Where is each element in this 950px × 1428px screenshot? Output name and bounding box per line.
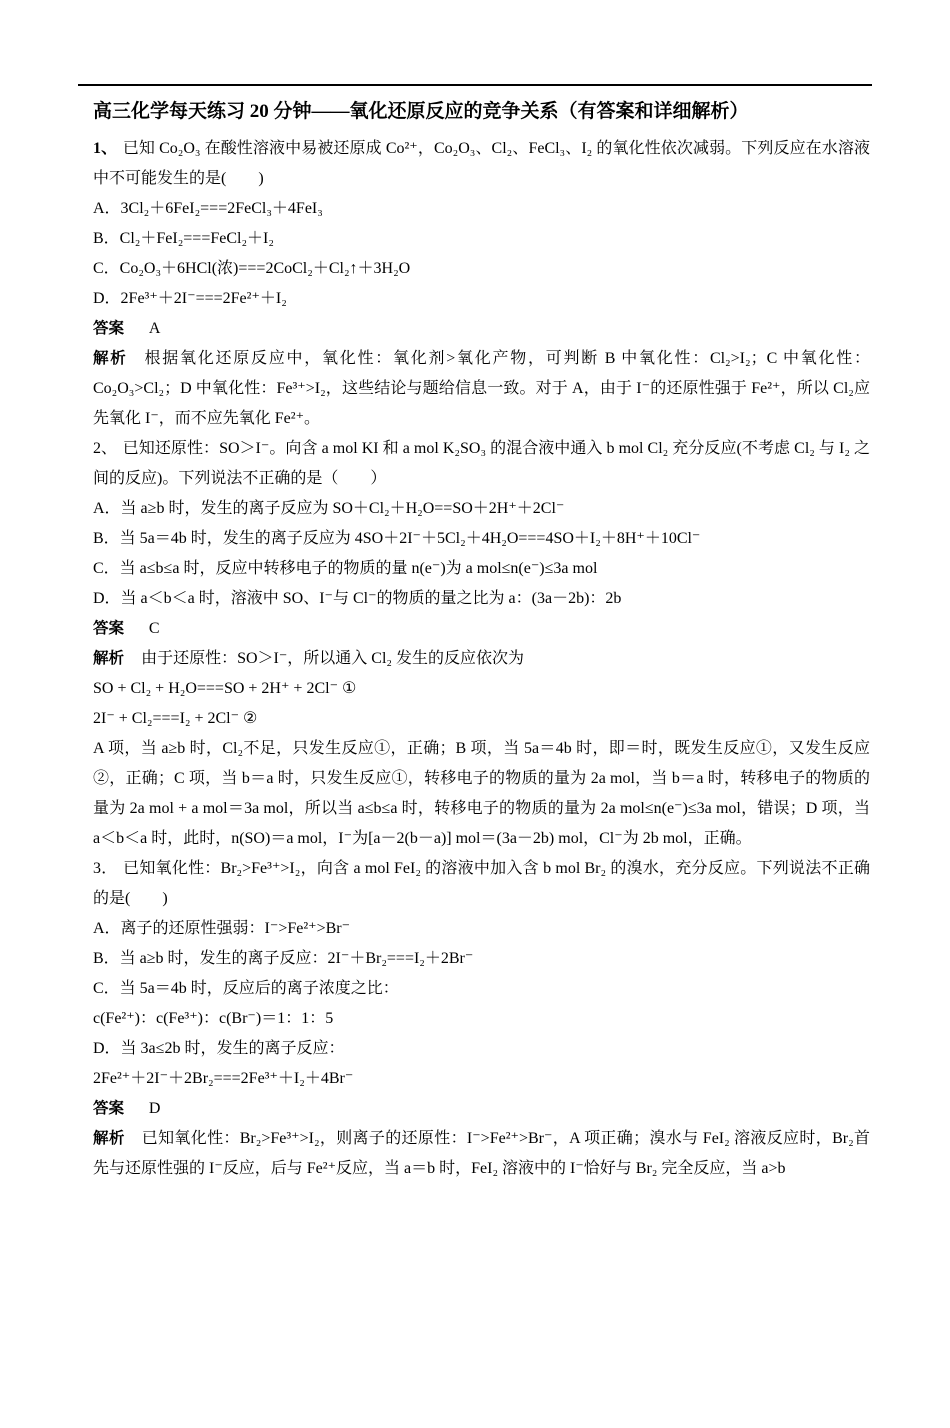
answer-label: 答案 bbox=[93, 1100, 125, 1117]
question-2-option-c: C．当 a≤b≤a 时，反应中转移电子的物质的量 n(e⁻)为 a mol≤n(e⁻)≤3a mol bbox=[93, 560, 598, 577]
question-3-number: 3． bbox=[93, 860, 118, 877]
question-3-stem-text: 已知氧化性：Br₂>Fe³⁺>I₂，向含 a mol FeI₂ 的溶液中加入含 b mol Br₂ 的溴水，充分反应。下列说法不正确的是( ) bbox=[93, 860, 870, 907]
document-page bbox=[0, 84, 950, 1428]
question-1-number: 1、 bbox=[93, 140, 118, 157]
document-content bbox=[93, 97, 870, 1184]
question-1-option-a: A．3Cl₂＋6FeI₂===2FeCl₃＋4FeI₃ bbox=[93, 200, 323, 217]
question-2-stem-text: 已知还原性：SO＞I⁻。向含 a mol KI 和 a mol K₂SO₃ 的混合液中通入 b mol Cl₂ 充分反应(不考虑 Cl₂ 与 I₂ 之间的反应)。下列说法不正确的是（ ） bbox=[93, 440, 870, 487]
question-1-option-c: C．Co₂O₃＋6HCl(浓)===2CoCl₂＋Cl₂↑＋3H₂O bbox=[93, 260, 411, 277]
question-2-number: 2、 bbox=[93, 440, 118, 457]
question-2-analysis-equation-2: 2I⁻ + Cl₂===I₂ + 2Cl⁻ ② bbox=[93, 710, 258, 727]
question-3 bbox=[93, 854, 870, 1184]
question-1-answer-value: A bbox=[148, 320, 161, 337]
question-2 bbox=[93, 434, 870, 854]
question-1-stem-text: 已知 Co₂O₃ 在酸性溶液中易被还原成 Co²⁺，Co₂O₃、Cl₂、FeCl₃、I₂ 的氧化性依次减弱。下列反应在水溶液中不可能发生的是( ) bbox=[93, 140, 870, 187]
question-2-analysis-equation-1: SO + Cl₂ + H₂O===SO + 2H⁺ + 2Cl⁻ ① bbox=[93, 680, 357, 697]
question-1-analysis-text: 根据氧化还原反应中，氧化性：氧化剂>氧化产物，可判断 B 中氧化性：Cl₂>I₂；C 中氧化性：Co₂O₃>Cl₂；D 中氧化性：Fe³⁺>I₂，这些结论与题给信息一致。对于 A，由于 I⁻的还原性强于 Fe²⁺，所以 Cl₂应先氧化 I⁻，而不应先氧化 Fe²⁺。 bbox=[93, 350, 870, 427]
question-2-answer-line bbox=[93, 614, 870, 644]
question-3-answer-value: D bbox=[148, 1100, 161, 1117]
question-2-option-a: A．当 a≥b 时，发生的离子反应为 SO＋Cl₂＋H₂O==SO＋2H⁺＋2Cl⁻ bbox=[93, 500, 565, 517]
answer-label: 答案 bbox=[93, 320, 125, 337]
question-3-analysis bbox=[93, 1124, 870, 1184]
question-2-option-b: B．当 5a＝4b 时，发生的离子反应为 4SO＋2I⁻＋5Cl₂＋4H₂O===4SO＋I₂＋8H⁺＋10Cl⁻ bbox=[93, 530, 701, 547]
analysis-label: 解析 bbox=[93, 1130, 125, 1147]
question-3-analysis-text: 已知氧化性：Br₂>Fe³⁺>I₂，则离子的还原性：I⁻>Fe²⁺>Br⁻，A 项正确；溴水与 FeI₂ 溶液反应时，Br₂首先与还原性强的 I⁻反应，后与 Fe²⁺反应，当 a＝b 时，FeI₂ 溶液中的 I⁻恰好与 Br₂ 完全反应，当 a>b bbox=[93, 1130, 870, 1177]
analysis-label: 解析 bbox=[93, 350, 128, 367]
question-3-option-b: B．当 a≥b 时，发生的离子反应：2I⁻＋Br₂===I₂＋2Br⁻ bbox=[93, 950, 474, 967]
question-3-option-d-equation: 2Fe²⁺＋2I⁻＋2Br₂===2Fe³⁺＋I₂＋4Br⁻ bbox=[93, 1070, 354, 1087]
question-1-analysis bbox=[93, 344, 870, 434]
analysis-label: 解析 bbox=[93, 650, 125, 667]
question-2-answer-value: C bbox=[148, 620, 160, 637]
question-2-stem bbox=[93, 434, 870, 494]
question-3-option-a: A．离子的还原性强弱：I⁻>Fe²⁺>Br⁻ bbox=[93, 920, 351, 937]
question-3-answer-line bbox=[93, 1094, 870, 1124]
question-1-answer-line bbox=[93, 314, 870, 344]
question-3-option-c: C．当 5a＝4b 时，反应后的离子浓度之比： bbox=[93, 980, 399, 997]
question-3-option-c-equation: c(Fe²⁺)：c(Fe³⁺)：c(Br⁻)＝1：1：5 bbox=[93, 1010, 334, 1027]
question-3-option-d: D．当 3a≤2b 时，发生的离子反应： bbox=[93, 1040, 345, 1057]
answer-label: 答案 bbox=[93, 620, 125, 637]
top-rule bbox=[78, 84, 872, 86]
question-2-option-d: D．当 a＜b＜a 时，溶液中 SO、I⁻与 Cl⁻的物质的量之比为 a：(3a－2b)：2b bbox=[93, 590, 622, 607]
page-title: 高三化学每天练习 20 分钟——氧化还原反应的竞争关系（有答案和详细解析） bbox=[93, 101, 749, 122]
question-2-analysis-body: A 项，当 a≥b 时，Cl₂不足，只发生反应①，正确；B 项，当 5a＝4b 时，即＝时，既发生反应①，又发生反应②，正确；C 项，当 b＝a 时，只发生反应①，转移电子的物质的量为 2a mol，当 b＝a 时，转移电子的物质的量为 2a mol + a mol＝3a mol，所以当 a≤b≤a 时，转移电子的物质的量为 2a mol≤n(e⁻)≤3a mol，错误；D 项，当 a＜b＜a 时，此时，n(SO)＝a mol，I⁻为[a－2(b－a)] mol＝(3a－2b) mol，Cl⁻为 2b mol，正确。 bbox=[93, 740, 870, 847]
question-3-stem bbox=[93, 854, 870, 914]
question-2-analysis-intro bbox=[93, 644, 870, 674]
question-1-stem bbox=[93, 134, 870, 194]
question-1-option-d: D．2Fe³⁺＋2I⁻===2Fe²⁺＋I₂ bbox=[93, 290, 287, 307]
question-1 bbox=[93, 134, 870, 434]
question-1-option-b: B．Cl₂＋FeI₂===FeCl₂＋I₂ bbox=[93, 230, 274, 247]
question-2-analysis-text: 由于还原性：SO＞I⁻，所以通入 Cl₂ 发生的反应依次为 bbox=[141, 650, 524, 667]
